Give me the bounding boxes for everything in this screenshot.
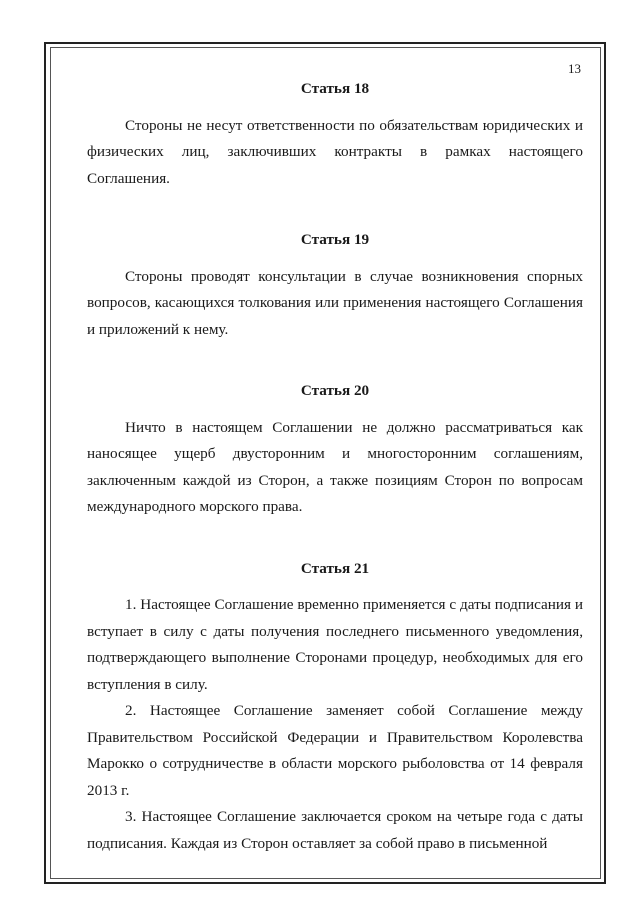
article-paragraph: 3. Настоящее Соглашение заключается сроком на четыре года с даты подписания. Каждая из Сторон оставляет за собой право в письменной [87, 808, 583, 852]
document-body [87, 70, 583, 857]
article-20 [87, 378, 583, 521]
article-paragraph: Ничто в настоящем Соглашении не должно рассматриваться как наносящее ущерб двусторонним и многосторонним соглашениям, заключенным каждой из Сторон, а также позициям Сторон по вопросам международного морского права. [87, 418, 583, 515]
article-heading: Статья 19 [300, 231, 370, 248]
article-19 [87, 227, 583, 343]
page-number: 13 [568, 61, 581, 76]
article-heading: Статья 18 [300, 80, 370, 97]
article-paragraph: Стороны проводят консультации в случае возникновения спорных вопросов, касающихся толкования или применения настоящего Соглашения и приложений к нему. [87, 267, 583, 338]
article-paragraph: 2. Настоящее Соглашение заменяет собой Соглашение между Правительством Российской Федерации и Правительством Королевства Марокко о сотрудничестве в области морского рыболовства от 14 февраля 2013 г. [87, 702, 583, 799]
article-21 [87, 556, 583, 858]
article-paragraph: 1. Настоящее Соглашение временно применяется с даты подписания и вступает в силу с даты получения последнего письменного уведомления, подтверждающего выполнение Сторонами процедур, необходимых для его вступления в силу. [87, 596, 583, 693]
article-heading: Статья 20 [300, 382, 370, 399]
article-18 [87, 76, 583, 192]
article-heading: Статья 21 [300, 559, 370, 577]
article-paragraph: Стороны не несут ответственности по обязательствам юридических и физических лиц, заключивших контракты в рамках настоящего Соглашения. [87, 116, 583, 187]
